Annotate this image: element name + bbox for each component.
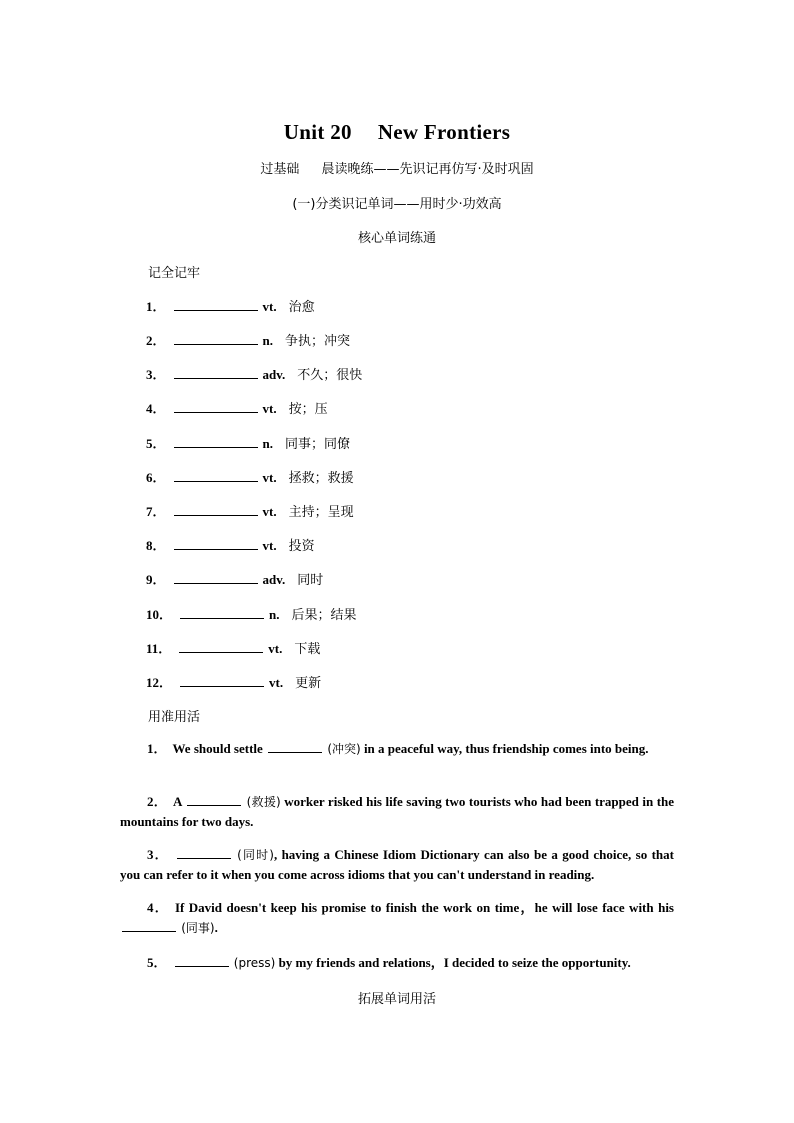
answer-blank[interactable] [187,793,241,806]
vocab-item [146,604,357,624]
exercise-number: 4． [147,900,169,915]
exercise-number: 1． [147,741,167,756]
subtitle-left: 过基础 [260,162,300,177]
meaning: 争执；冲突 [285,334,351,349]
meaning: 拯救；救援 [288,471,354,486]
meaning: 同事；同僚 [285,437,351,452]
unit-number: Unit 20 [283,120,352,144]
item-number: 5． [146,436,166,451]
item-number: 1． [146,299,166,314]
part-of-speech: vt. [262,299,277,314]
answer-blank[interactable] [174,364,258,379]
answer-blank[interactable] [174,535,258,550]
meaning: 更新 [295,676,322,691]
exercise-text-before: If David doesn't keep his promise to finish the work on time，he will lose face with his [174,900,674,915]
exercise-hint: (press) [233,956,276,970]
part-of-speech: vt. [262,470,277,485]
meaning: 治愈 [288,300,315,315]
exercise-item [120,792,674,832]
answer-blank[interactable] [177,846,231,859]
answer-blank[interactable] [268,740,322,753]
vocab-item [146,569,323,589]
vocab-item [146,364,362,384]
answer-blank[interactable] [122,919,176,932]
unit-name: New Frontiers [377,120,511,144]
answer-blank[interactable] [174,433,258,448]
part-of-speech: n. [262,333,273,348]
meaning: 下载 [294,642,321,657]
meaning: 后果；结果 [291,608,357,623]
section-heading: (一)分类识记单词——用时少·功效高 [292,197,502,212]
answer-blank[interactable] [179,638,263,653]
part-of-speech: vt. [269,675,284,690]
exercise-item [120,845,674,885]
answer-blank[interactable] [174,296,258,311]
answer-blank[interactable] [174,569,258,584]
page-title [0,120,794,145]
vocab-item [146,330,350,350]
answer-blank[interactable] [174,330,258,345]
exercise-hint: (救援) [246,795,281,809]
answer-blank[interactable] [180,604,264,619]
exercise-item [120,898,674,938]
vocab-item [146,433,350,453]
exercise-hint: (同时) [237,848,274,862]
exercise-hint: (同事) [181,921,215,935]
exercise-number: 5． [147,955,167,970]
answer-blank[interactable] [175,954,229,967]
exercise-text-after: . [214,920,218,935]
item-number: 9． [146,572,166,587]
meaning: 按；压 [288,402,328,417]
exercise-hint: (冲突) [327,742,361,756]
exercise-text-before: A [172,794,182,809]
part-of-speech: n. [269,607,280,622]
item-number: 6． [146,470,166,485]
exercise-item [120,739,674,759]
item-number: 11． [146,641,172,656]
part-of-speech: adv. [262,572,286,587]
exercise-text-after: worker risked his life saving two tourists who had been trapped in the mountains for two days. [120,794,675,829]
exercise-number: 2． [147,794,167,809]
vocab-item [146,535,315,555]
part-of-speech: adv. [262,367,286,382]
vocab-item [146,672,321,692]
meaning: 不久；很快 [297,368,363,383]
part-of-speech: vt. [268,641,283,656]
expand-heading: 拓展单词用活 [357,992,436,1007]
vocab-item [146,638,320,658]
meaning: 主持；呈现 [288,505,354,520]
use-label: 用准用活 [148,710,201,725]
answer-blank[interactable] [174,398,258,413]
exercise-text-after: by my friends and relations，I decided to seize the opportunity. [278,955,631,970]
vocab-item [146,467,354,487]
meaning: 同时 [297,573,324,588]
answer-blank[interactable] [174,467,258,482]
part-of-speech: n. [262,436,273,451]
item-number: 8． [146,538,166,553]
meaning: 投资 [288,539,315,554]
core-heading: 核心单词练通 [357,231,436,246]
exercise-number: 3． [147,847,169,862]
vocab-item [146,398,328,418]
item-number: 12． [146,675,173,690]
subtitle [0,158,794,177]
exercise-item [120,953,674,973]
exercise-text-before: We should settle [172,741,263,756]
memorize-label: 记全记牢 [148,266,201,281]
part-of-speech: vt. [262,538,277,553]
item-number: 4． [146,401,166,416]
answer-blank[interactable] [174,501,258,516]
item-number: 7． [146,504,166,519]
item-number: 2． [146,333,166,348]
exercise-text-after: in a peaceful way, thus friendship comes into being. [363,741,649,756]
exercise-text-after: , having a Chinese Idiom Dictionary can also be a good choice, so that you can refer to it when you come across idioms that you can't understand in reading. [120,847,674,882]
item-number: 10． [146,607,173,622]
subtitle-right: 晨读晚练——先识记再仿写·及时巩固 [321,162,534,177]
answer-blank[interactable] [180,672,264,687]
part-of-speech: vt. [262,401,277,416]
part-of-speech: vt. [262,504,277,519]
vocab-item [146,501,354,521]
item-number: 3． [146,367,166,382]
vocab-item [146,296,315,316]
